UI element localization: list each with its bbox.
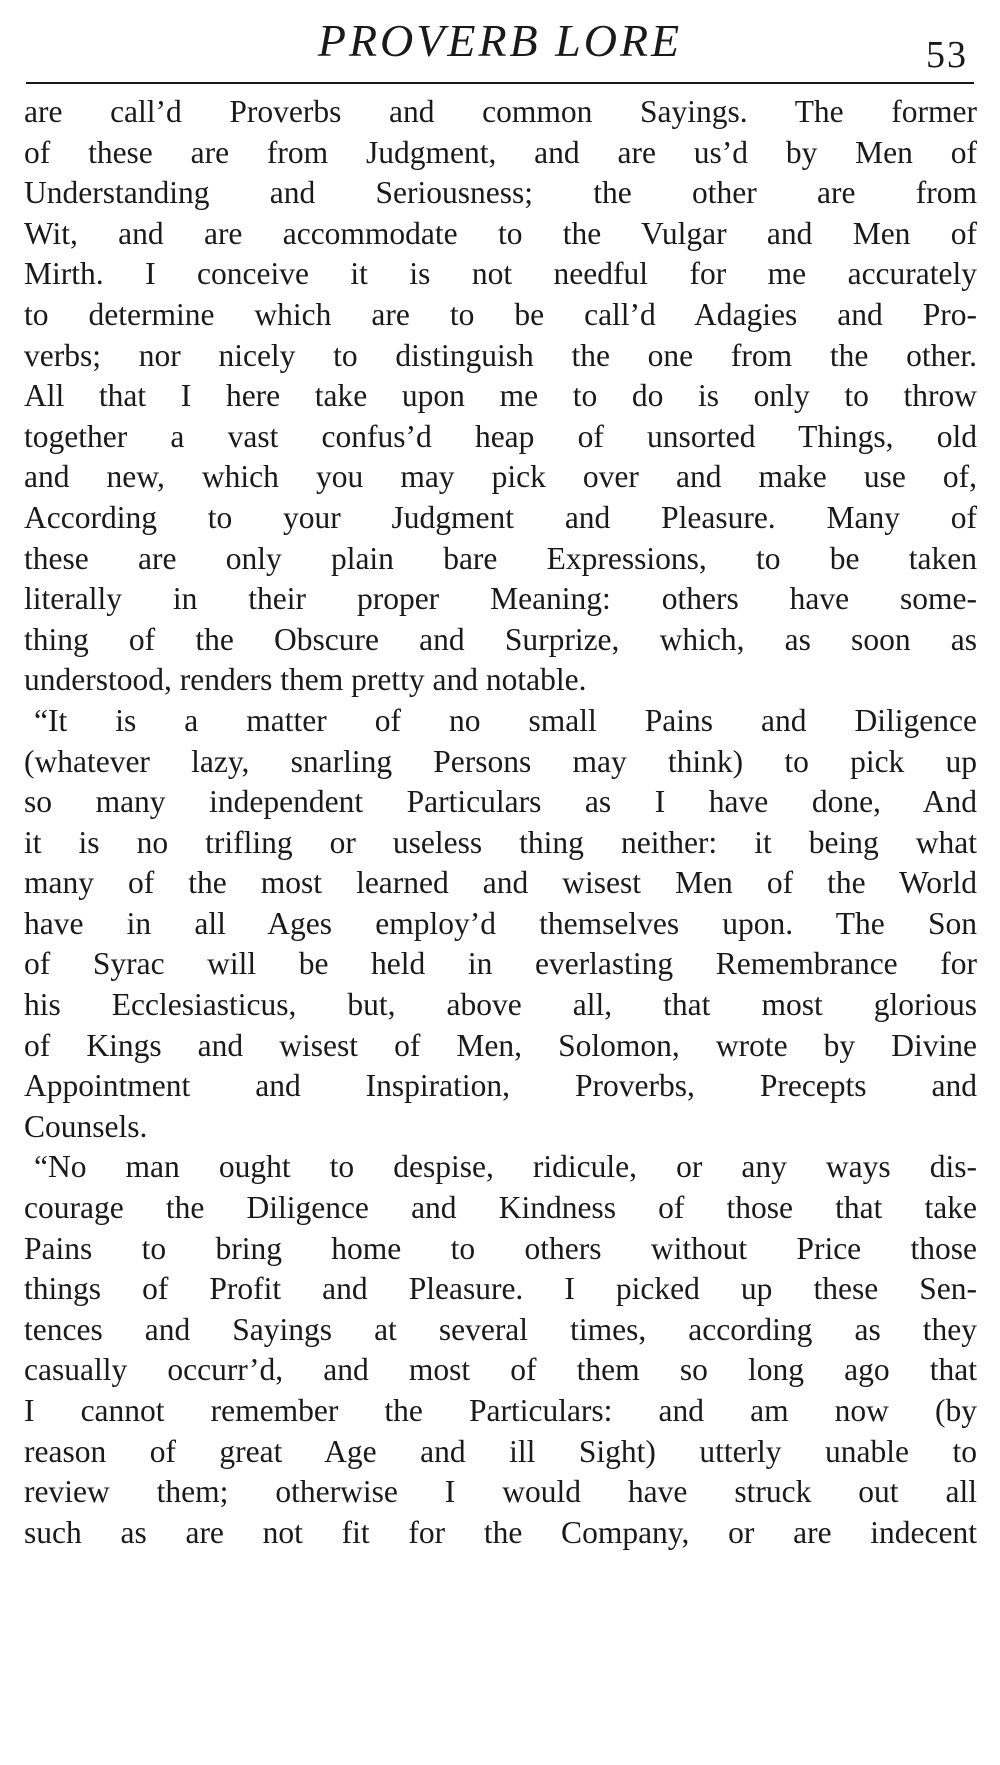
text-line: tences and Sayings at several times, according as they [24, 1311, 977, 1347]
text-line: Pains to bring home to others without Price those [24, 1230, 977, 1266]
text-line: such as are not fit for the Company, or are indecent [24, 1514, 977, 1550]
text-line: casually occurr’d, and most of them so long ago that [24, 1352, 977, 1388]
text-line: According to your Judgment and Pleasure. Many of [24, 499, 977, 535]
text-line: Counsels. [24, 1108, 148, 1144]
text-line: his Ecclesiasticus, but, above all, that most glorious [24, 987, 977, 1023]
running-head [26, 15, 974, 84]
body-text [24, 92, 977, 1553]
text-line: literally in their proper Meaning: others have some- [24, 581, 977, 617]
text-line: Mirth. I conceive it is not needful for me accurately [24, 256, 977, 292]
text-line: verbs; nor nicely to distinguish the one from the other. [24, 337, 977, 373]
text-line: to determine which are to be call’d Adagies and Pro- [24, 296, 977, 332]
text-line: All that I here take upon me to do is only to throw [24, 378, 977, 414]
text-line: “No man ought to despise, ridicule, or any ways dis- [34, 1149, 977, 1185]
text-line: “It is a matter of no small Pains and Diligence [34, 702, 977, 738]
text-line: many of the most learned and wisest Men of the World [24, 865, 977, 901]
text-line: thing of the Obscure and Surprize, which, as soon as [24, 621, 977, 657]
text-line: have in all Ages employ’d themselves upon. The Son [24, 905, 977, 941]
text-line: and new, which you may pick over and make use of, [24, 459, 977, 495]
text-line: things of Profit and Pleasure. I picked up these Sen- [24, 1271, 977, 1307]
text-line: Understanding and Seriousness; the other are from [24, 175, 977, 211]
text-line: review them; otherwise I would have struck out all [24, 1474, 977, 1510]
running-title: PROVERB LORE [317, 15, 683, 66]
text-line: of these are from Judgment, and are us’d by Men of [24, 134, 977, 170]
text-line: are call’d Proverbs and common Sayings. The former [24, 94, 977, 129]
text-line: of Kings and wisest of Men, Solomon, wrote by Divine [24, 1027, 977, 1063]
text-line: it is no trifling or useless thing neither: it being what [24, 824, 977, 860]
text-line: (whatever lazy, snarling Persons may think) to pick up [24, 743, 977, 779]
text-line: Wit, and are accommodate to the Vulgar and Men of [24, 215, 977, 251]
page-number: 53 [926, 34, 968, 76]
header-rule [26, 82, 974, 84]
text-line: reason of great Age and ill Sight) utterly unable to [24, 1433, 977, 1469]
text-line: these are only plain bare Expressions, to be taken [24, 540, 977, 576]
text-line: of Syrac will be held in everlasting Remembrance for [24, 946, 977, 982]
text-line: together a vast confus’d heap of unsorted Things, old [24, 418, 977, 454]
text-line: courage the Diligence and Kindness of those that take [24, 1190, 977, 1226]
text-line: Appointment and Inspiration, Proverbs, Precepts and [24, 1068, 977, 1104]
text-line: so many independent Particulars as I have done, And [24, 784, 977, 820]
text-line: I cannot remember the Particulars: and am now (by [24, 1393, 977, 1428]
text-line: understood, renders them pretty and notable. [24, 662, 587, 698]
